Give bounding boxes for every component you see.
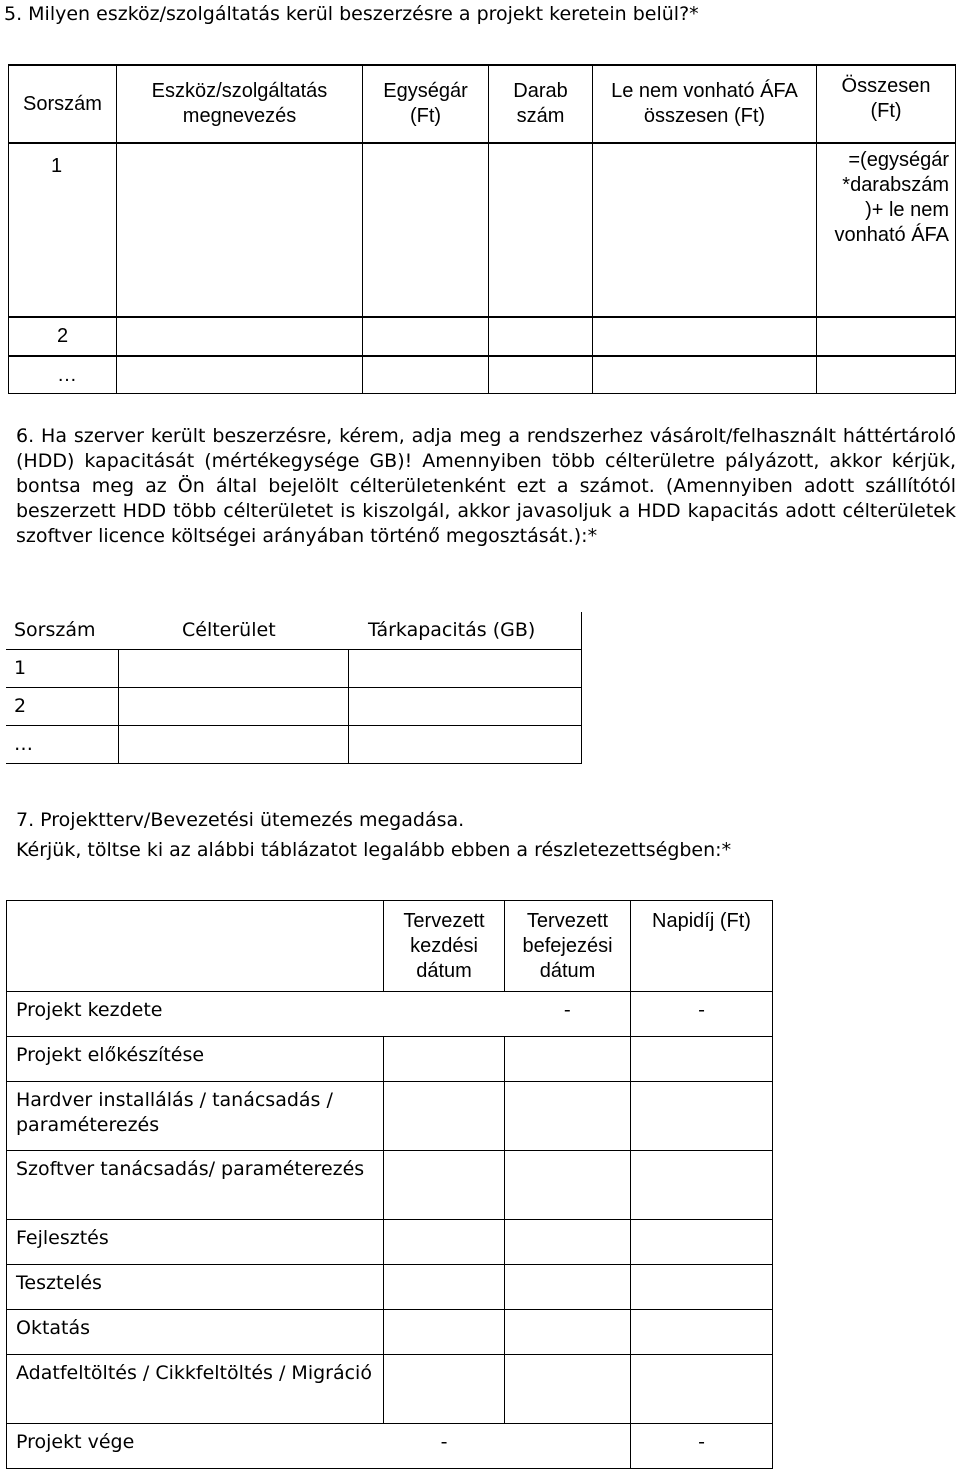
table-header-row — [6, 612, 581, 650]
cell-megnevezes[interactable] — [117, 317, 363, 356]
cell-end-date[interactable] — [505, 1151, 631, 1220]
header-tarkapacitas: Tárkapacitás (GB) — [348, 612, 581, 650]
cell-egysegar[interactable] — [363, 317, 489, 356]
cell-daily-fee[interactable] — [631, 1082, 773, 1151]
section-5-title: 5. Milyen eszköz/szolgáltatás kerül beszerzésre a projekt keretein belül?* — [4, 3, 699, 25]
cell-start-date[interactable] — [384, 1310, 505, 1355]
row-label: Tesztelés — [7, 1265, 384, 1310]
table-row — [7, 1310, 773, 1355]
cell-total[interactable] — [817, 317, 956, 356]
cell-egysegar[interactable] — [363, 143, 489, 317]
cell-total-formula: =(egységár *darabszám )+ le nem vonható ÁFA — [817, 143, 956, 317]
row-number: 1 — [6, 650, 118, 688]
table-row — [7, 1082, 773, 1151]
table-row — [7, 1424, 773, 1469]
table-row — [9, 143, 956, 317]
cell-end-date[interactable] — [505, 1037, 631, 1082]
header-celterulet: Célterület — [118, 612, 348, 650]
row-number: 1 — [9, 143, 117, 317]
row-label: Oktatás — [7, 1310, 384, 1355]
row-label: Szoftver tanácsadás/ paraméterezés — [7, 1151, 384, 1220]
cell-end-date[interactable] — [505, 1424, 631, 1469]
table-row — [7, 1355, 773, 1424]
header-sorszam: Sorszám — [6, 612, 118, 650]
table-header-row — [7, 901, 773, 992]
cell-daily-fee: - — [631, 992, 773, 1037]
row-number: … — [9, 356, 117, 394]
header-end-date: Tervezett befejezési dátum — [505, 901, 631, 992]
row-label: Fejlesztés — [7, 1220, 384, 1265]
cell-end-date[interactable] — [505, 1265, 631, 1310]
cell-celterulet[interactable] — [118, 650, 348, 688]
table-row — [6, 726, 581, 764]
cell-total[interactable] — [817, 356, 956, 394]
cell-darabszam[interactable] — [489, 143, 593, 317]
schedule-table — [6, 900, 773, 1469]
cell-afa[interactable] — [593, 143, 817, 317]
cell-end-date: - — [505, 992, 631, 1037]
cell-daily-fee[interactable] — [631, 1265, 773, 1310]
cell-daily-fee[interactable] — [631, 1355, 773, 1424]
cell-celterulet[interactable] — [118, 726, 348, 764]
row-number: 2 — [9, 317, 117, 356]
table-header-row — [9, 65, 956, 143]
header-darabszam: Darab szám — [489, 65, 593, 143]
header-megnevezes: Eszköz/szolgáltatás megnevezés — [117, 65, 363, 143]
header-egysegar: Egységár (Ft) — [363, 65, 489, 143]
cell-afa[interactable] — [593, 356, 817, 394]
cell-start-date[interactable] — [384, 1037, 505, 1082]
cell-end-date[interactable] — [505, 1310, 631, 1355]
table-row — [9, 317, 956, 356]
cell-start-date[interactable] — [384, 1082, 505, 1151]
cell-daily-fee[interactable] — [631, 1151, 773, 1220]
row-label: Hardver installálás / tanácsadás / paraméterezés — [7, 1082, 384, 1151]
row-label: Projekt kezdete — [7, 992, 505, 1037]
cell-afa[interactable] — [593, 317, 817, 356]
cell-megnevezes[interactable] — [117, 143, 363, 317]
header-osszesen: Összesen (Ft) — [817, 65, 956, 143]
header-daily-fee: Napidíj (Ft) — [631, 901, 773, 992]
cell-daily-fee[interactable] — [631, 1037, 773, 1082]
cell-start-date[interactable] — [384, 1265, 505, 1310]
table-row — [7, 992, 773, 1037]
row-label: Projekt vége — [7, 1424, 384, 1469]
cell-darabszam[interactable] — [489, 317, 593, 356]
header-afa: Le nem vonható ÁFA összesen (Ft) — [593, 65, 817, 143]
cell-end-date[interactable] — [505, 1355, 631, 1424]
row-label: Adatfeltöltés / Cikkfeltöltés / Migráció — [7, 1355, 384, 1424]
cell-daily-fee[interactable] — [631, 1220, 773, 1265]
cell-start-date[interactable] — [384, 1151, 505, 1220]
table-row — [6, 688, 581, 726]
cell-start-date[interactable] — [384, 1355, 505, 1424]
row-number: 2 — [6, 688, 118, 726]
header-empty — [7, 901, 384, 992]
table-row — [7, 1265, 773, 1310]
cell-tarkapacitas[interactable] — [348, 650, 581, 688]
cell-celterulet[interactable] — [118, 688, 348, 726]
cell-start-date[interactable] — [384, 1220, 505, 1265]
hdd-capacity-table — [6, 612, 582, 764]
procurement-table — [8, 64, 956, 394]
table-row — [9, 356, 956, 394]
table-row — [7, 1037, 773, 1082]
cell-end-date[interactable] — [505, 1082, 631, 1151]
section-7-subtitle: Kérjük, töltse ki az alábbi táblázatot legalább ebben a részletezettségben:* — [16, 839, 732, 861]
header-start-date: Tervezett kezdési dátum — [384, 901, 505, 992]
section-7-title: 7. Projektterv/Bevezetési ütemezés megadása. — [16, 809, 465, 831]
cell-darabszam[interactable] — [489, 356, 593, 394]
table-row — [7, 1151, 773, 1220]
table-row — [6, 650, 581, 688]
cell-tarkapacitas[interactable] — [348, 726, 581, 764]
cell-daily-fee: - — [631, 1424, 773, 1469]
table-row — [7, 1220, 773, 1265]
cell-tarkapacitas[interactable] — [348, 688, 581, 726]
cell-egysegar[interactable] — [363, 356, 489, 394]
cell-start-date: - — [384, 1424, 505, 1469]
row-label: Projekt előkészítése — [7, 1037, 384, 1082]
row-number: … — [6, 726, 118, 764]
cell-megnevezes[interactable] — [117, 356, 363, 394]
cell-daily-fee[interactable] — [631, 1310, 773, 1355]
section-6-paragraph: 6. Ha szerver került beszerzésre, kérem, adja meg a rendszerhez vásárolt/felhasznált háttértároló (HDD) kapacitását (mértékegysége GB)! Amennyiben több célterületre pályázott, akkor kérjük, bontsa meg az Ön által bejelölt célterületenként ezt a számot. (Amennyiben adott szállítótól beszerzett HDD több célterületet is kiszolgál, akkor javasoljuk a HDD kapacitás adott célterületek szoftver licence költségei arányában történő megosztását.):* — [16, 425, 956, 547]
header-sorszam: Sorszám — [9, 65, 117, 143]
cell-end-date[interactable] — [505, 1220, 631, 1265]
